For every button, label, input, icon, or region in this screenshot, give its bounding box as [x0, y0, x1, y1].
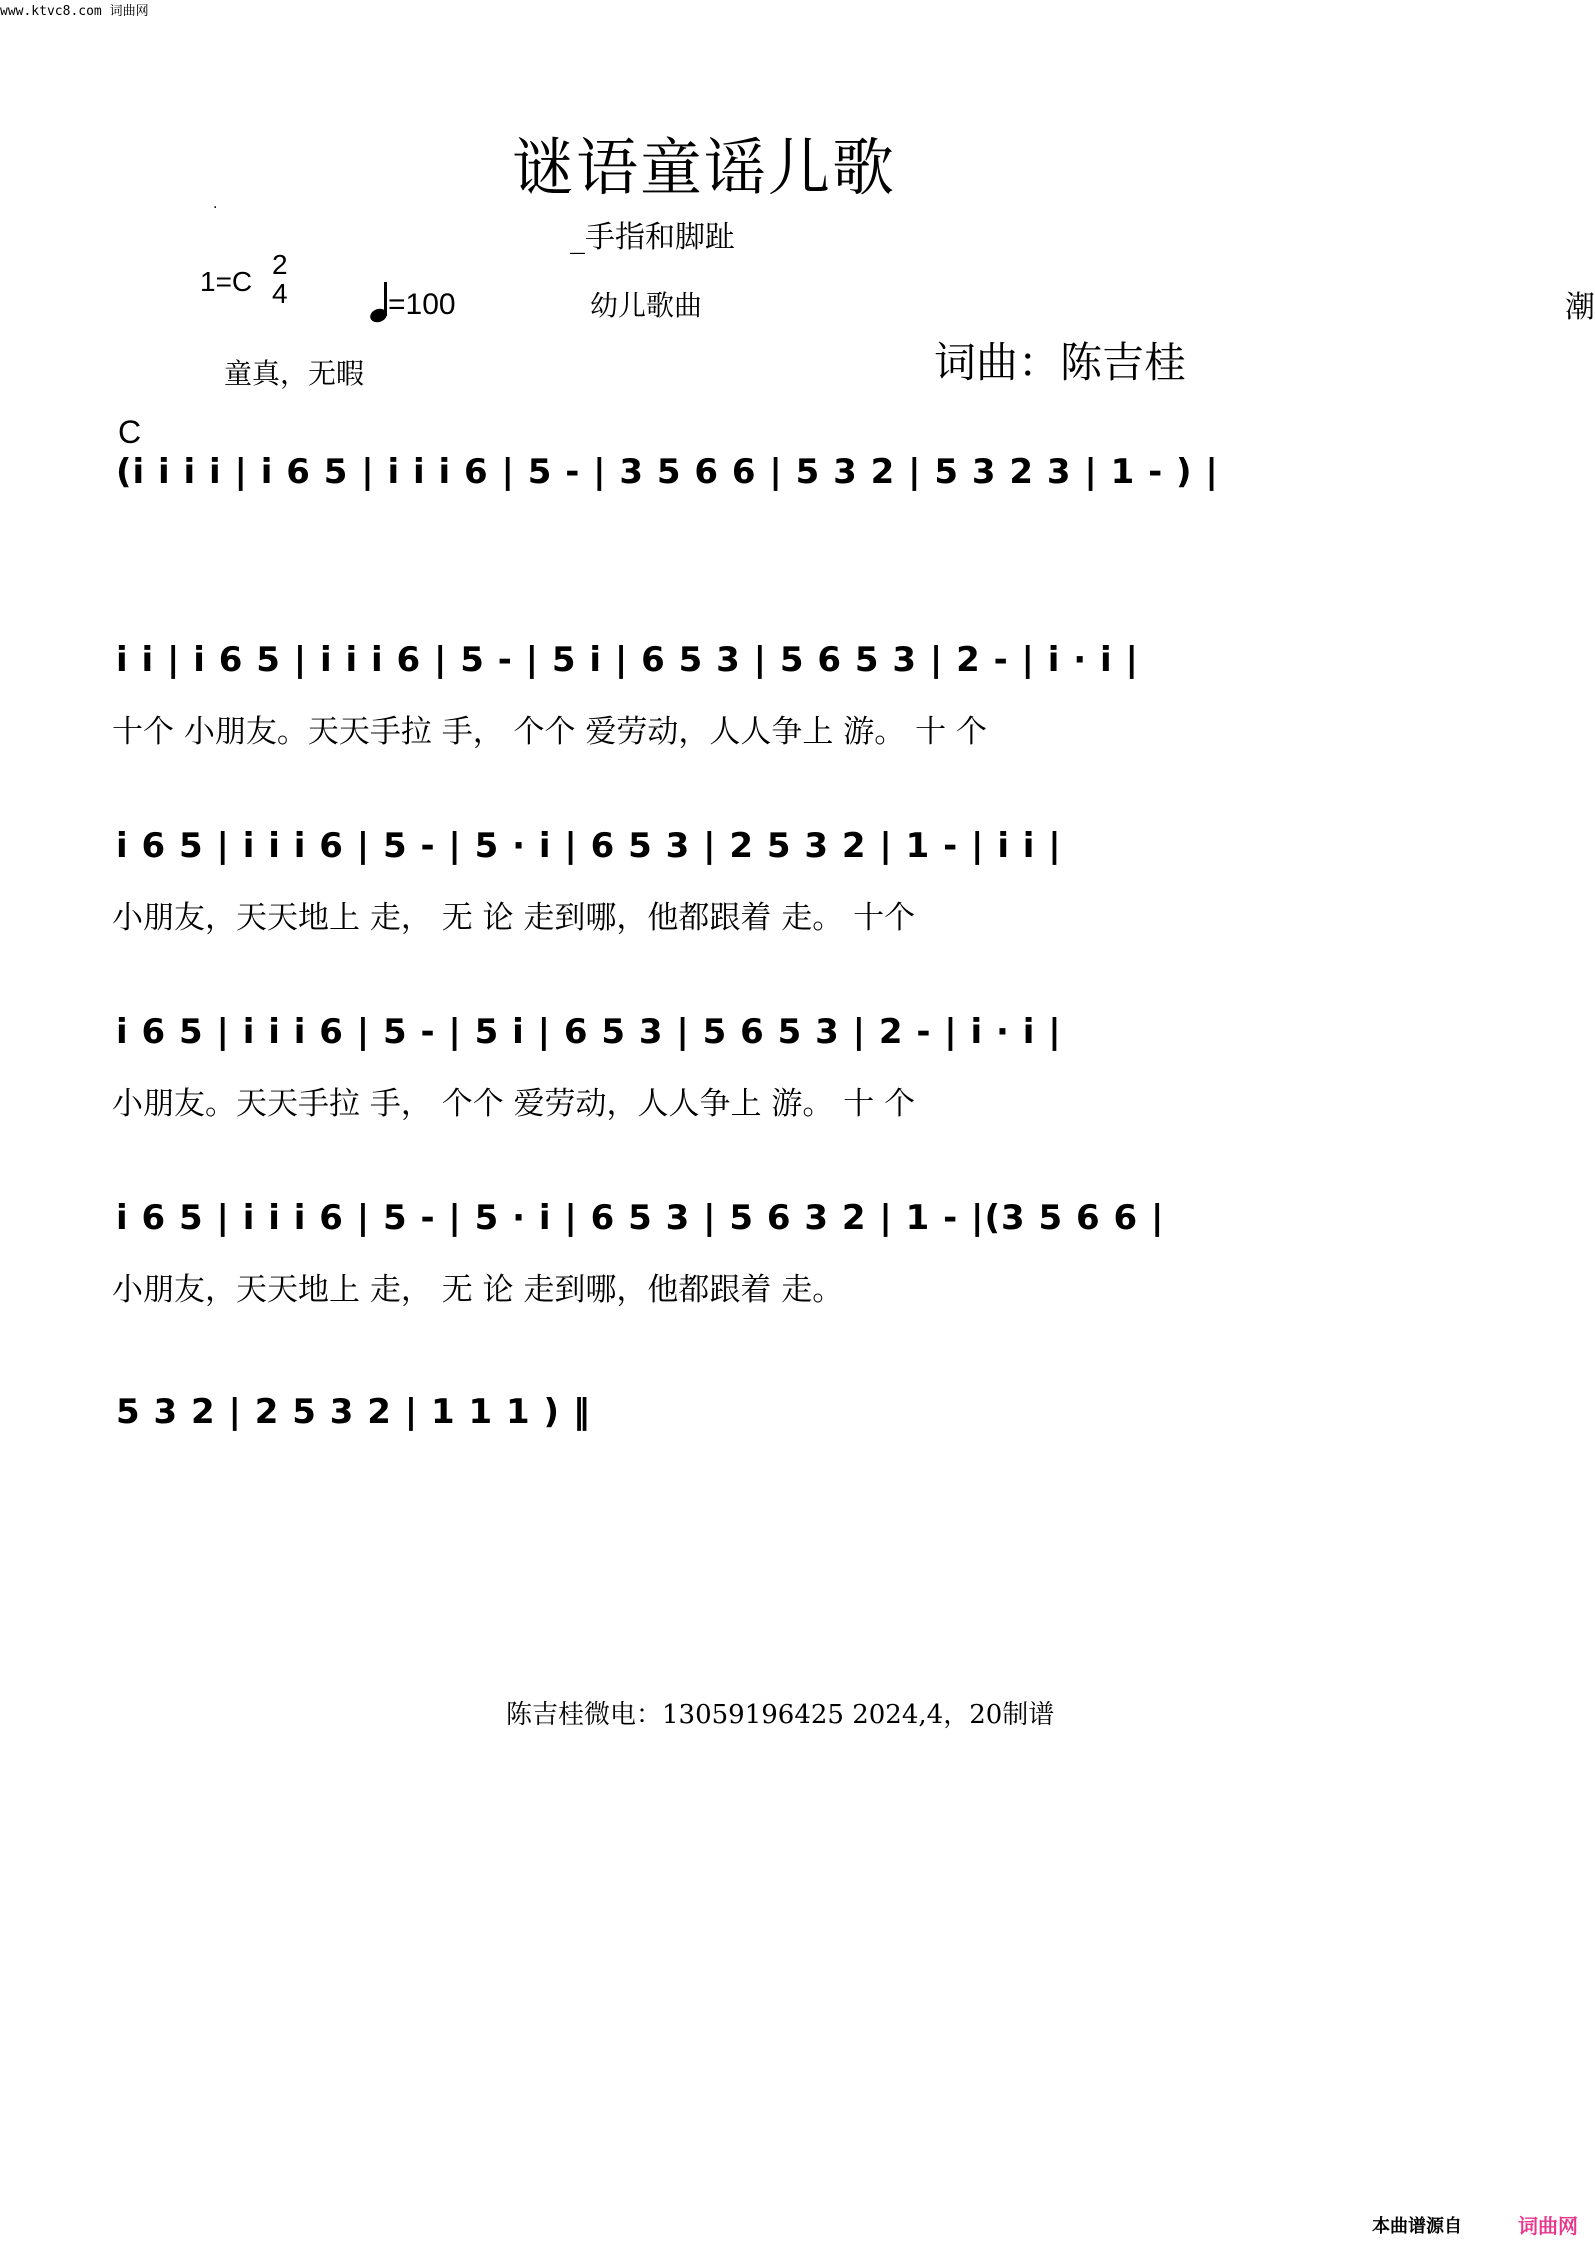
transcriber-footer: 陈吉桂微电：13059196425 2024,4，20制谱 — [506, 1700, 1055, 1730]
mood-label: 童真，无暇 — [224, 357, 365, 390]
tempo-mark — [370, 282, 456, 322]
cut-off-text: 潮 — [1565, 290, 1595, 325]
time-signature — [272, 250, 288, 308]
source-site-link[interactable]: 词曲网 — [1518, 2214, 1578, 2238]
genre-label: 幼儿歌曲 — [590, 289, 703, 322]
lyric-line-3: 小朋友，天天地上 走， 无 论 走到哪，他都跟着 走。 十个 — [112, 900, 916, 936]
score-line-3: i 6 5 | i i i 6 | 5 - | 5 · i | 6 5 3 | 2 5 3 2 | 1 - | i i | — [116, 826, 1062, 866]
score-line-4: i 6 5 | i i i 6 | 5 - | 5 i | 6 5 3 | 5 6 5 3 | 2 - | i · i | — [116, 1012, 1062, 1052]
lyric-line-2: 十个 小朋友。天天手拉 手， 个个 爱劳动，人人争上 游。 十 个 — [112, 714, 987, 750]
lyric-line-5: 小朋友，天天地上 走， 无 论 走到哪，他都跟着 走。 — [112, 1272, 844, 1308]
composer-credit: 词曲：陈吉桂 — [934, 338, 1187, 387]
score-line-1: (i i i i | i 6 5 | i i i 6 | 5 - | 3 5 6 6 | 5 3 2 | 5 3 2 3 | 1 - ) | — [116, 452, 1219, 492]
song-subtitle: _手指和脚趾 — [570, 220, 735, 255]
score-line-6: 5 3 2 | 2 5 3 2 | 1 1 1 ) ‖ — [116, 1392, 591, 1432]
stray-dot: · — [213, 200, 218, 216]
chord-label: C — [118, 414, 142, 450]
tempo-value: =100 — [388, 288, 456, 321]
meter-bottom: 4 — [272, 278, 288, 309]
quarter-note-icon — [370, 282, 388, 322]
site-header: www.ktvc8.com 词曲网 — [0, 4, 149, 19]
score-line-2: i i | i 6 5 | i i i 6 | 5 - | 5 i | 6 5 3 | 5 6 5 3 | 2 - | i · i | — [116, 640, 1139, 680]
key-signature: 1=C — [200, 266, 253, 297]
score-line-5: i 6 5 | i i i 6 | 5 - | 5 · i | 6 5 3 | 5 6 3 2 | 1 - |(3 5 6 6 | — [116, 1198, 1165, 1238]
meter-top: 2 — [272, 249, 288, 280]
source-label: 本曲谱源自 — [1372, 2216, 1462, 2237]
song-title: 谜语童谣儿歌 — [512, 131, 897, 204]
lyric-line-4: 小朋友。天天手拉 手， 个个 爱劳动，人人争上 游。 十 个 — [112, 1086, 916, 1122]
